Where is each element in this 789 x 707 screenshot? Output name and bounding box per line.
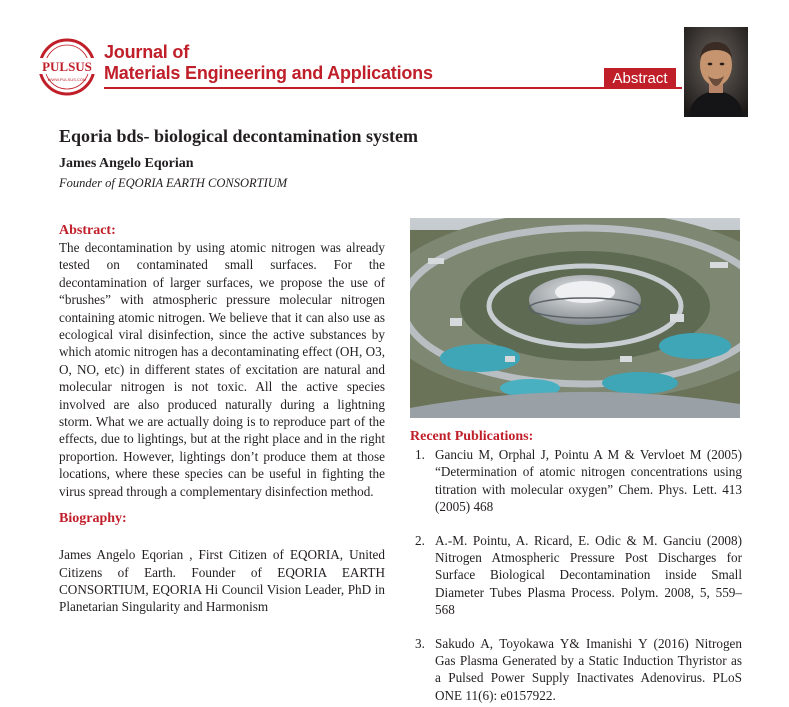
abstract-badge: Abstract	[604, 68, 676, 89]
publication-item	[410, 446, 742, 516]
author-name: James Angelo Eqorian	[59, 156, 194, 171]
futuristic-city-image	[410, 218, 740, 418]
abstract-heading: Abstract:	[59, 223, 116, 238]
journal-title-line1: Journal of	[104, 42, 190, 62]
publication-item	[410, 635, 742, 705]
abstract-text: The decontamination by using atomic nitrogen was already tested on contaminated small surfaces. For the decontamination of larger surfaces, we propose the use of “brushes” with atmospheric pressure molecular nitrogen containing atomic nitrogen. We believe that it can also use as ecological viral disinfection, since the active substances by which atomic nitrogen has a decontaminating effect (OH, O3, O, NO, etc) in different states of excitation are natural and molecular nitrogen is not toxic. All the active species involved are also produced naturally during a lightning storm. What we are actually doing is to reproduce part of the effects, due to lightings, but at the right place and in the right proportion. However, lightings don’t produce them at those locations, where these species can be useful in fighting the virus spread through a complementary disinfection method.	[59, 240, 385, 499]
logo-url: WWW.PULSUS.COM	[47, 77, 87, 82]
publication-number: 3.	[415, 635, 425, 651]
author-photo	[684, 27, 748, 117]
left-column	[59, 222, 385, 616]
publication-text: A.-M. Pointu, A. Ricard, E. Odic & M. Ganciu (2008) Nitrogen Atmospheric Pressure Post Discharges for Surface Biological Decontamination inside Small Diameter Tubes Plasma Process. Polym. 2008, 5, 559–568	[435, 532, 742, 618]
publication-text: Sakudo A, Toyokawa Y& Imanishi Y (2016) Nitrogen Gas Plasma Generated by a Static Induction Thyristor as a Pulsed Power Supply Inactivates Adenovirus. PLoS ONE 11(6): e0157922.	[435, 635, 742, 703]
journal-title	[104, 42, 433, 84]
publications-list	[410, 446, 742, 704]
article-title: Eqoria bds- biological decontamination system	[59, 126, 419, 146]
header-rule	[104, 87, 682, 89]
publication-number: 2.	[415, 532, 425, 548]
biography-heading: Biography:	[59, 511, 127, 527]
right-column	[410, 428, 742, 704]
journal-title-line2: Materials Engineering and Applications	[104, 63, 433, 83]
author-affiliation: Founder of EQORIA EARTH CONSORTIUM	[59, 176, 288, 190]
biography-text: James Angelo Eqorian , First Citizen of EQORIA, United Citizens of Earth. Founder of EQORIA EARTH CONSORTIUM, EQORIA Hi Council Vision Leader, PhD in Planetarian Singularity and Harmonism	[59, 547, 385, 615]
pulsus-logo	[36, 37, 98, 97]
publication-item	[410, 532, 742, 619]
publications-heading: Recent Publications:	[410, 429, 534, 444]
logo-wordmark: PULSUS	[42, 59, 92, 74]
publication-number: 1.	[415, 447, 425, 462]
publication-text: Ganciu M, Orphal J, Pointu A M & Vervloet M (2005) “Determination of atomic nitrogen concentrations using titration with molecular oxygen” Chem. Phys. Lett. 413 (2005) 468	[435, 447, 742, 515]
